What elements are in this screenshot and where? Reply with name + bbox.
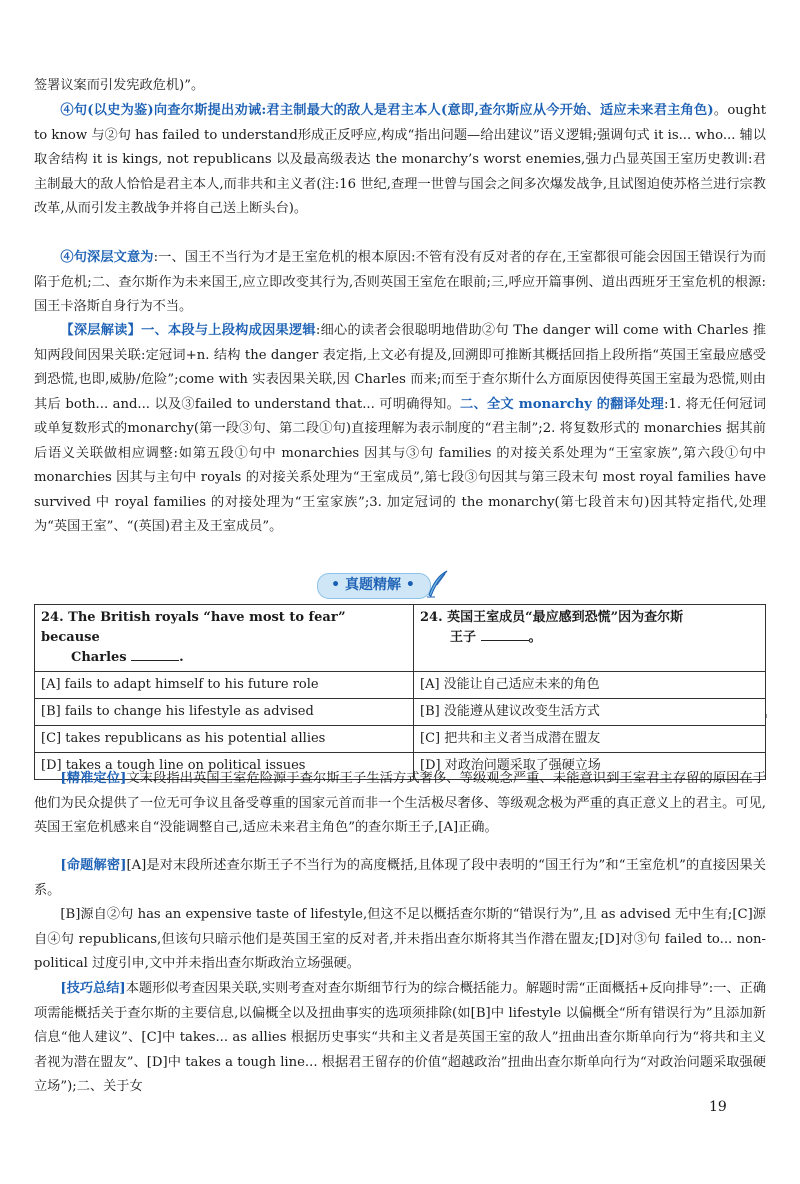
question-stem-cn: 24. 英国王室成员“最应感到恐慌”因为查尔斯 王子 。 [414, 605, 766, 672]
paragraph-precise-location: [精准定位]文末段指出英国王室危险源于查尔斯王子生活方式奢侈、等级观念严重、未能意识到王室君主存留的原因在于他们为民众提供了一位无可争议且备受尊重的国家元首而非一个生活极尽奢侈、等级观念极为严重的真正意义上的君主。可见,英国王室危机感来自“没能调整自己,适应未来君主角色”的查尔斯王子,[A]正确。 [34, 771, 767, 835]
paragraph-sentence4-analysis: ④句(以史为鉴)向查尔斯提出劝诫:君主制最大的敌人是君主本人(意即,查尔斯应从今开始、适应未来君主角色)。ought to know 与②句 has failed to understand形成正反呼应,构成“指出问题—给出建议”语义逻辑;强调句式 it is... who... 辅以取舍结构 it is kings, not republicans 以及最高级表达 the monarchy’s worst enemies,强力凸显英国王室历史教训:君主制最大的敌人恰恰是君主本人,而非共和主义者(注:16 世纪,查理一世曾与国会之间多次爆发战争,且试图迫使苏格兰进行宗教改革,从而引发主教战争并将自己送上断头台)。 [34, 103, 766, 216]
option-b-cn: [B] 没能遵从建议改变生活方式 [414, 699, 766, 726]
section-heading: 【深层解读】一、本段与上段构成因果逻辑 [60, 323, 316, 338]
paragraph-heading: ④句深层文意为 [60, 250, 154, 265]
paragraph-heading: [精准定位] [60, 771, 127, 786]
paragraph-continuation: 签署议案而引发宪政危机)”。 [34, 78, 205, 93]
table-row [35, 699, 766, 726]
option-b-en: [B] fails to change his lifestyle as advised [35, 699, 414, 726]
question-table [34, 604, 766, 780]
table-row [35, 726, 766, 753]
option-c-en: [C] takes republicans as his potential allies [35, 726, 414, 753]
table-row [35, 605, 766, 672]
option-c-cn: [C] 把共和主义者当成潜在盟友 [414, 726, 766, 753]
option-a-en: [A] fails to adapt himself to his future role [35, 672, 414, 699]
paragraph-heading: [命题解密] [60, 858, 127, 873]
option-d-en: [D] takes a tough line on political issues [35, 753, 414, 780]
page-number: 19 [709, 1099, 727, 1115]
answer-blank [131, 648, 179, 661]
quill-pen-icon [425, 569, 451, 599]
banner-title: • 真题精解 • [331, 577, 415, 593]
question-stem-en: 24. The British royals “have most to fear” because Charles . [35, 605, 414, 672]
option-d-cn: [D] 对政治问题采取了强硬立场 [414, 753, 766, 780]
section-banner [317, 569, 447, 599]
option-a-cn: [A] 没能让自己适应未来的角色 [414, 672, 766, 699]
paragraph-technique-summary: [技巧总结]本题形似考查因果关联,实则考查对查尔斯细节行为的综合概括能力。解题时需“正面概括+反向排导”:一、正确项需能概括关于查尔斯的主要信息,以偏概全以及扭曲事实的选项须排除(如[B]中 lifestyle 以偏概全“所有错误行为”且添加新信息“他人建议”、[C]中 takes... as allies 根据历史事实“共和主义者是英国王室的敌人”扭曲出查尔斯单向行为“将共和主义者视为潜在盟友”、[D]中 takes a tough line... 根据君王留存的价值“超越政治”扭曲出查尔斯单向行为“对政治问题采取强硬立场”);二、关于女 [34, 981, 767, 1094]
paragraph-question-decoding: [命题解密][A]是对末段所述查尔斯王子不当行为的高度概括,且体现了段中表明的“国王行为”和“王室危机”的直接因果关系。 [34, 858, 766, 898]
paragraph-deep-meaning: ④句深层文意为:一、国王不当行为才是王室危机的根本原因:不管有没有反对者的存在,王室都很可能会因国王错误行为而陷于危机;二、查尔斯作为未来国王,应立即改变其行为,否则英国王室危在眼前;三,呼应开篇事例、道出西班牙王室危机的根源:国王卡洛斯自身行为不当。 [34, 250, 767, 314]
table-row [35, 672, 766, 699]
paragraph-distractor-analysis: [B]源自②句 has an expensive taste of lifestyle,但这不足以概括查尔斯的“错误行为”,且 as advised 无中生有;[C]源自④句 republicans,但该句只暗示他们是英国王室的反对者,并未指出查尔斯将其当作潜在盟友;[D]对③句 failed to... non-political 过度引申,文中并未指出查尔斯政治立场强硬。 [34, 907, 766, 971]
paragraph-deep-reading: 【深层解读】一、本段与上段构成因果逻辑:细心的读者会很聪明地借助②句 The danger will come with Charles 推知两段间因果关联:定冠词+n. 结构 the danger 表定指,上文必有提及,回溯即可推断其概括回指上段所指“英国王室最应感受到恐慌,也即,威胁/危险”;come with 实表因果关联,因 Charles 而来;而至于查尔斯什么方面原因使得英国王室最为恐慌,则由其后 both... and... 以及③failed to understand that... 可明确得知。二、全文 monarchy 的翻译处理:1. 将无任何冠词或单复数形式的monarchy(第一段③句、第二段①句)直接理解为表示制度的“君主制”;2. 将复数形式的 monarchies 据其前后语义关联做相应调整:如第五段①句中 monarchies 因其与③句 families 的对接关系处理为“王室家族”,第六段①句中 monarchies 因其与主句中 royals 的对接关系处理为“王室成员”,第七段③句因其与第三段末句 most royal families have survived 中 royal families 的对接处理为“王室家族”;3. 加定冠词的 the monarchy(第七段首末句)因其特定指代,处理为“英国王室”、“(英国)君主及王室成员”。 [34, 323, 767, 534]
answer-blank [481, 628, 529, 641]
paragraph-heading: [技巧总结] [60, 981, 126, 996]
paragraph-heading: ④句(以史为鉴)向查尔斯提出劝诫:君主制最大的敌人是君主本人(意即,查尔斯应从今开始、适应未来君主角色) [60, 103, 714, 118]
section-heading: 二、全文 monarchy 的翻译处理 [460, 396, 665, 412]
